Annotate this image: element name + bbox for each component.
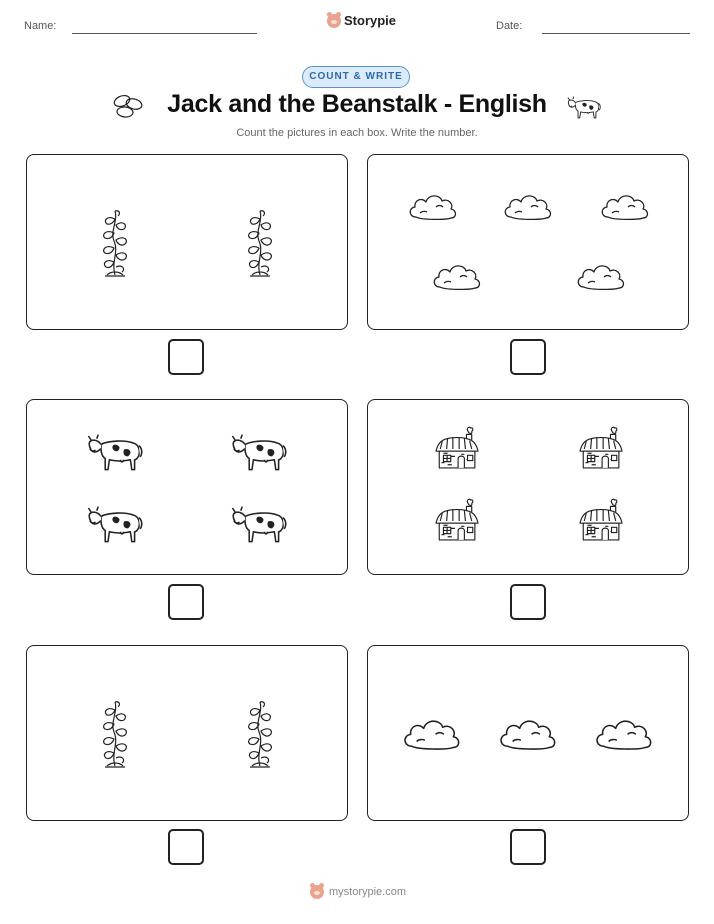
cloud-icon [598,187,652,223]
brand-name: Storypie [344,13,397,28]
count-box-2 [367,154,689,330]
cottage-icon [575,498,625,542]
cloud-icon [501,187,555,223]
count-box-5 [26,645,348,821]
cottage-icon [431,498,481,542]
footer [310,885,406,899]
cow-icon [87,500,143,544]
cloud-icon [592,710,656,754]
count-box-6 [367,645,689,821]
count-box-3 [26,399,348,575]
beanstalk-icon [240,207,280,279]
beanstalk-icon [95,207,135,279]
count-box-1 [26,154,348,330]
cloud-icon [430,257,484,293]
answer-box-4[interactable] [510,584,546,620]
date-label: Date: [496,20,523,32]
bear-icon [327,14,341,28]
name-field-line[interactable] [72,33,257,34]
cottage-icon [431,426,481,470]
brand-logo [327,13,396,28]
name-label: Name: [24,20,57,32]
cloud-icon [574,257,628,293]
beanstalk-icon [95,698,135,770]
activity-badge: COUNT & WRITE [302,66,410,88]
answer-box-2[interactable] [510,339,546,375]
footer-url[interactable]: mystorypie.com [329,886,407,898]
cottage-icon [575,426,625,470]
instructions: Count the pictures in each box. Write the number. [236,127,478,139]
cow-icon [231,500,287,544]
answer-box-1[interactable] [168,339,204,375]
cloud-icon [406,187,460,223]
count-box-4 [367,399,689,575]
cow-title-icon [567,92,601,120]
cloud-icon [400,710,464,754]
answer-box-5[interactable] [168,829,204,865]
cow-icon [87,428,143,472]
beanstalk-icon [240,698,280,770]
answer-box-6[interactable] [510,829,546,865]
answer-box-3[interactable] [168,584,204,620]
date-field-line[interactable] [542,33,690,34]
cow-icon [231,428,287,472]
bear-icon [310,885,324,899]
page-title: Jack and the Beanstalk - English [167,90,547,118]
cloud-icon [496,710,560,754]
